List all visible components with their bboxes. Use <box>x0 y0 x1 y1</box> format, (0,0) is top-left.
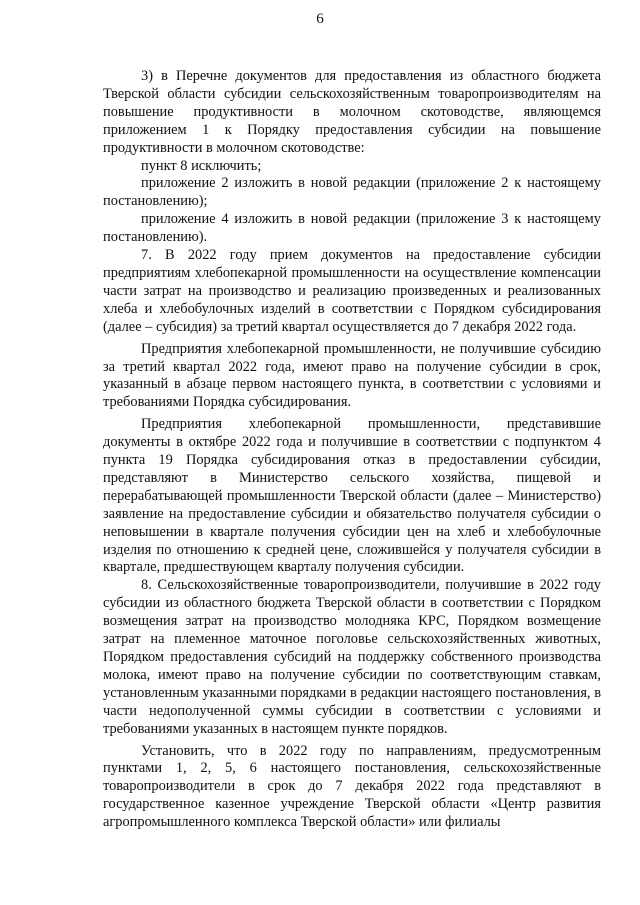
document-body <box>103 68 601 832</box>
paragraph-section-7: 7. В 2022 году прием документов на предоставление субсидии предприятиям хлебопекарной промышленности на осуществление компенсации части затрат на производство и реализацию произведенных и реализованных хлеба и хлебобулочных изделий в соответствии с Порядком субсидирования (далее – субсидия) за третий квартал осуществляется до 7 декабря 2022 года. <box>103 247 601 335</box>
paragraph-section-8: 8. Сельскохозяйственные товаропроизводители, получившие в 2022 году субсидии из областного бюджета Тверской области в соответствии с Порядком возмещения затрат на производство молодняка КРС, Порядком возмещение затрат на племенное маточное поголовье сельскохозяйственных животных, Порядком предоставления субсидий на поддержку собственного производства молока, имеют право на получение субсидии по соответствующим ставкам, установленным указанными порядками в редакции настоящего постановления, в части недополученной суммы субсидии в соответствии с условиями и требованиями указанных в настоящем пункте порядков. <box>103 577 601 737</box>
paragraph-item-3-list-of-documents: 3) в Перечне документов для предоставления из областного бюджета Тверской области субсидии сельскохозяйственным товаропроизводителям на повышение продуктивности в молочном скотоводстве, являющемся приложением 1 к Порядку предоставления субсидии на повышение продуктивности в молочном скотоводстве: <box>103 68 601 156</box>
paragraph-establish-2022: Установить, что в 2022 году по направлениям, предусмотренным пунктами 1, 2, 5, 6 настоящего постановления, сельскохозяйственные товаропроизводители в срок до 7 декабря 2022 года представляют в государственное казенное учреждение Тверской области «Центр развития агропромышленного комплекса Тверской области» или филиалы <box>103 742 601 831</box>
paragraph-exclude-item-8: пункт 8 исключить; <box>141 157 262 174</box>
page-number: 6 <box>316 11 324 27</box>
paragraph-bakery-refusal: Предприятия хлебопекарной промышленности, представившие документы в октябре 2022 года и получившие в соответствии с подпунктом 4 пункта 19 Порядка субсидирования отказ в предоставлении субсидии, представляют в Министерство сельского хозяйства, пищевой и перерабатывающей промышленности Тверской области (далее – Министерство) заявление на предоставление субсидии и обязательство получателя субсидии о неповышении в квартале получения субсидии цен на хлеб и хлебобулочные изделия по отношению к средней цене, сложившейся у получателя субсидии в квартале, предшествующем кварталу получения субсидии. <box>103 416 601 576</box>
paragraph-appendix-2-new-edition: приложение 2 изложить в новой редакции (приложение 2 к настоящему постановлению); <box>103 175 601 210</box>
paragraph-appendix-4-new-edition: приложение 4 изложить в новой редакции (приложение 3 к настоящему постановлению). <box>103 211 601 246</box>
paragraph-bakery-not-received: Предприятия хлебопекарной промышленности, не получившие субсидию за третий квартал 2022 года, имеют право на получение субсидии в срок, указанный в абзаце первом настоящего пункта, в соответствии с условиями и требованиями Порядка субсидирования. <box>103 340 601 411</box>
